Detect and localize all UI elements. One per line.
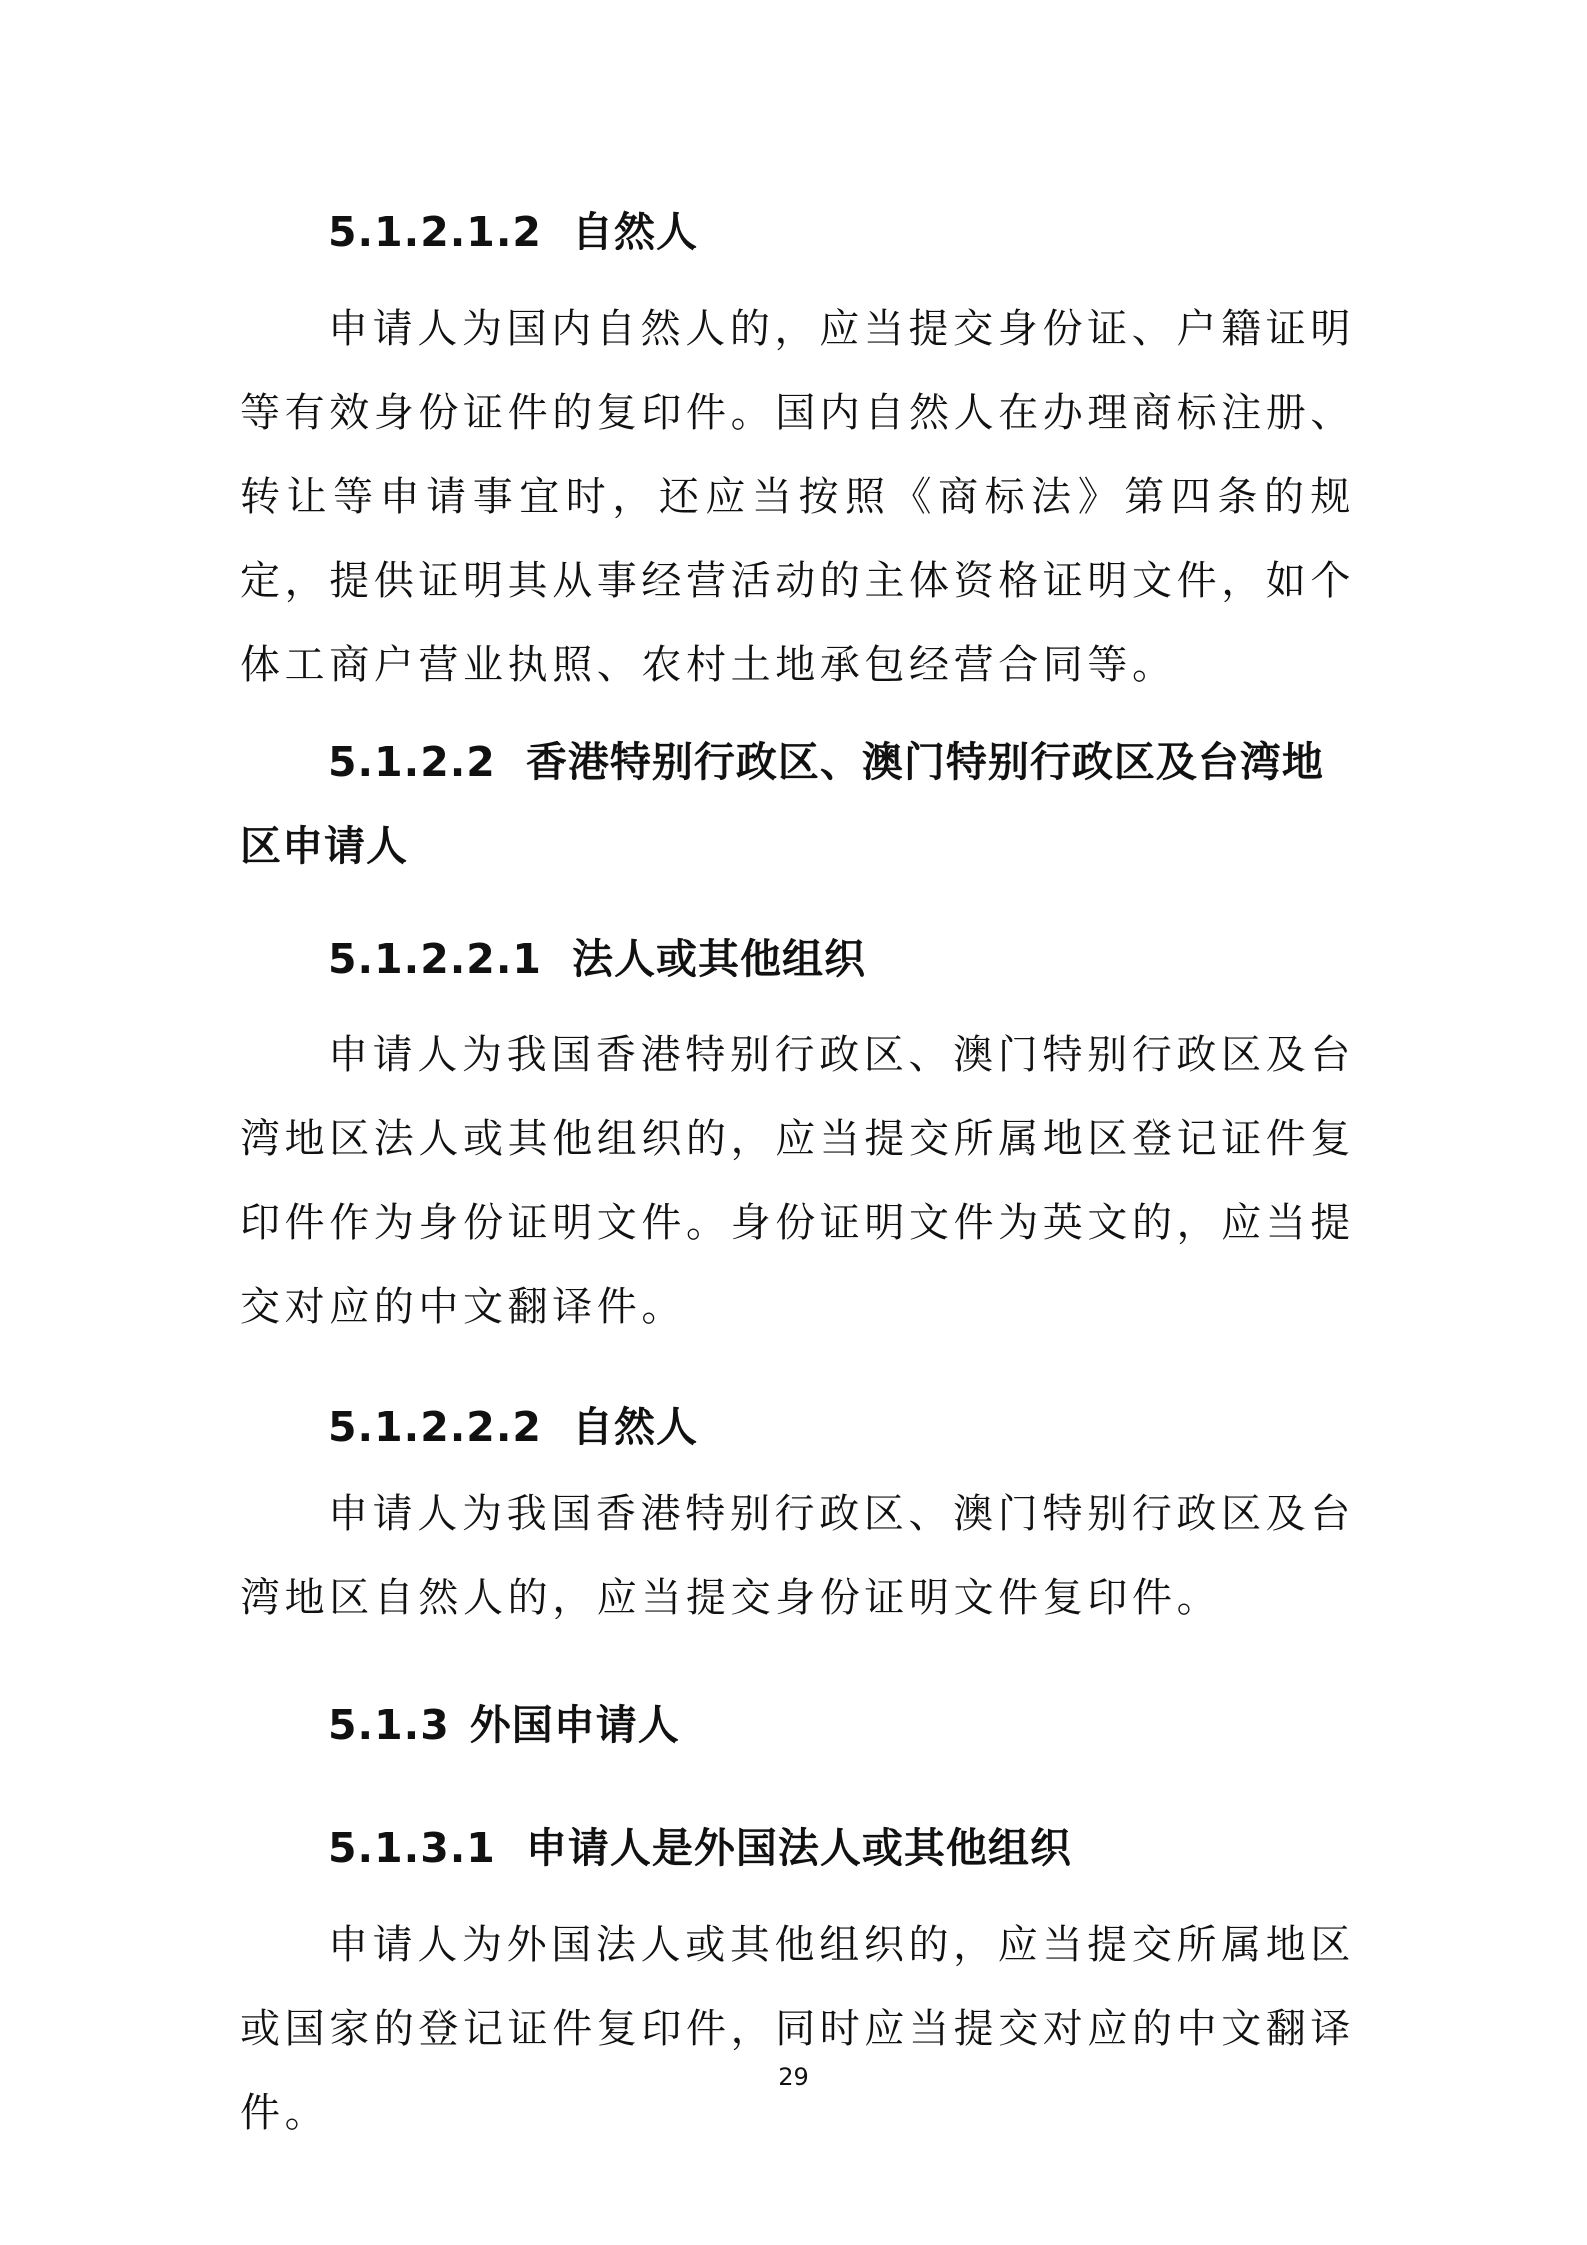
- heading-5-1-3: [240, 1683, 1355, 1767]
- heading-number: 5.1.3: [328, 1701, 450, 1749]
- heading-number: 5.1.2.1.2: [328, 208, 542, 256]
- heading-title: 法人或其他组织: [571, 935, 866, 983]
- heading-title: 申请人是外国法人或其他组织: [525, 1824, 1072, 1872]
- heading-number: 5.1.2.2.1: [328, 935, 542, 983]
- heading-5-1-3-1: [240, 1806, 1355, 1890]
- heading-5-1-2-1-2: [240, 190, 1355, 274]
- heading-number: 5.1.2.2: [328, 738, 496, 786]
- heading-title: 自然人: [571, 208, 698, 256]
- heading-5-1-2-2: [240, 720, 1355, 888]
- heading-number: 5.1.3.1: [328, 1824, 496, 1872]
- paragraph-foreign-legal-person: 申请人为外国法人或其他组织的，应当提交所属地区或国家的登记证件复印件，同时应当提交对应的中文翻译件。: [240, 1922, 1355, 2136]
- paragraph-domestic-natural-person: 申请人为国内自然人的，应当提交身份证、户籍证明等有效身份证件的复印件。国内自然人在办理商标注册、转让等申请事宜时，还应当按照《商标法》第四条的规定，提供证明其从事经营活动的主体资格证明文件，如个体工商户营业执照、农村土地承包经营合同等。: [240, 306, 1355, 688]
- heading-title: 自然人: [571, 1403, 698, 1451]
- paragraph-hk-macao-taiwan-natural-person: 申请人为我国香港特别行政区、澳门特别行政区及台湾地区自然人的，应当提交身份证明文件复印件。: [240, 1491, 1355, 1621]
- heading-number: 5.1.2.2.2: [328, 1403, 542, 1451]
- heading-5-1-2-2-1: [240, 917, 1355, 1001]
- heading-5-1-2-2-2: [240, 1385, 1355, 1469]
- page-number: 29: [778, 2063, 809, 2091]
- paragraph-hk-macao-taiwan-legal-person: 申请人为我国香港特别行政区、澳门特别行政区及台湾地区法人或其他组织的，应当提交所属地区登记证件复印件作为身份证明文件。身份证明文件为英文的，应当提交对应的中文翻译件。: [240, 1032, 1355, 1330]
- heading-title: 外国申请人: [469, 1701, 680, 1749]
- heading-title: 香港特别行政区、澳门特别行政区及台湾地区申请人: [240, 738, 1324, 870]
